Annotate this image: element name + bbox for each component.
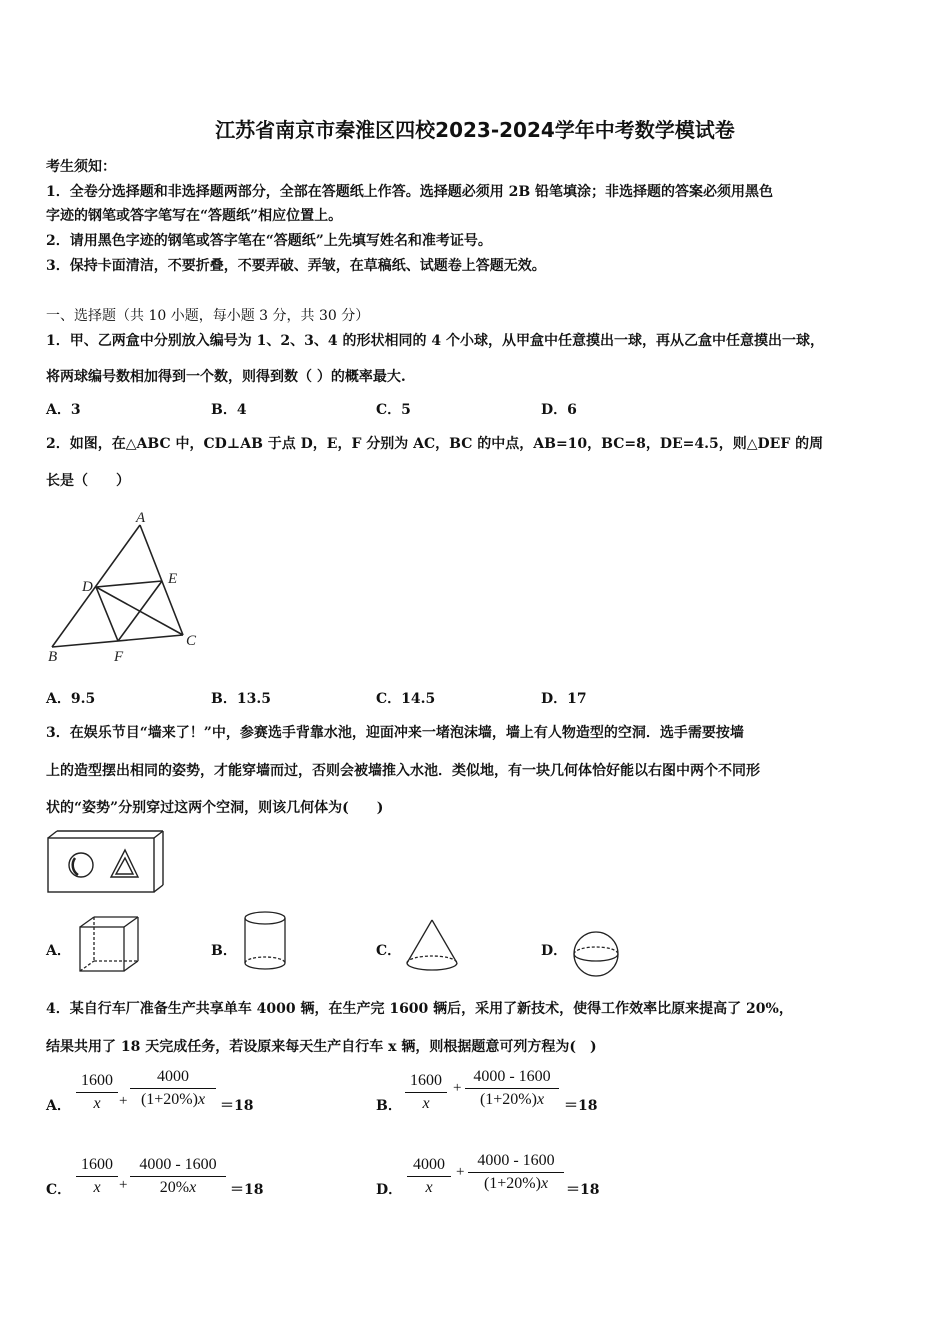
q3-line-2: 上的造型摆出相同的姿势，才能穿墙而过，否则会被墙推入水池．类似地，有一块几何体恰好能以右图中两个不同形 xyxy=(46,763,760,779)
q4-c-frac-1: $\frac{1600}{x}$ xyxy=(76,1156,118,1197)
q4-b-rhs: ＝18 xyxy=(564,1098,598,1114)
q4-b-plus: + xyxy=(453,1080,462,1096)
label-c: C xyxy=(186,633,197,649)
q2-option-d: D．17 xyxy=(541,691,587,707)
q4-a-rhs: ＝18 xyxy=(220,1098,254,1114)
q4-a-frac-2: $\frac{4000}{(1+20\%)x}$ xyxy=(130,1068,216,1109)
q4-a-frac-1: $\frac{1600}{x}$ xyxy=(76,1072,118,1113)
notice-line-1a: 1．全卷分选择题和非选择题两部分，全部在答题纸上作答。选择题必须用 2B 铅笔填涂；非选择题的答案必须用黑色 xyxy=(46,184,774,200)
q2-option-b: B．13.5 xyxy=(211,691,271,707)
q3-line-3: 状的“姿势”分别穿过这两个空洞，则该几何体为( ) xyxy=(46,800,384,816)
q3-option-c-label: C． xyxy=(376,943,402,959)
cylinder-icon xyxy=(240,908,290,974)
q2-option-c: C．14.5 xyxy=(376,691,436,707)
notice-line-3: 3．保持卡面清洁，不要折叠，不要弄破、弄皱，在草稿纸、试题卷上答题无效。 xyxy=(46,258,546,274)
q4-c-frac-2: $\frac{4000 - 1600}{20\%x}$ xyxy=(130,1156,226,1197)
q4-d-plus: + xyxy=(456,1164,465,1180)
q4-c-rhs: ＝18 xyxy=(230,1182,264,1198)
q4-option-c-label: C． xyxy=(46,1182,72,1198)
q2-line-2: 长是（ ） xyxy=(46,473,130,489)
q4-b-frac-2: $\frac{4000 - 1600}{(1+20\%)x}$ xyxy=(465,1068,559,1109)
q3-option-b-label: B． xyxy=(211,943,237,959)
label-d: D xyxy=(82,579,93,595)
triangle-figure xyxy=(40,505,210,670)
q4-b-frac-1: $\frac{1600}{x}$ xyxy=(405,1072,447,1113)
notice-line-2: 2．请用黑色字迹的钢笔或答字笔在“答题纸”上先填写姓名和准考证号。 xyxy=(46,233,492,249)
q3-line-1: 3．在娱乐节目“墙来了！”中，参赛选手背靠水池，迎面冲来一堵泡沫墙，墙上有人物造型的空洞．选手需要按墙 xyxy=(46,725,744,741)
q1-option-c: C．5 xyxy=(376,402,411,418)
q2-option-a: A．9.5 xyxy=(46,691,96,707)
page-title: 江苏省南京市秦淮区四校2023-2024学年中考数学模试卷 xyxy=(215,118,735,142)
label-b: B xyxy=(48,649,58,665)
q4-d-rhs: ＝18 xyxy=(566,1182,600,1198)
wall-figure xyxy=(45,828,167,896)
triangle-hole xyxy=(111,850,138,877)
cone-icon xyxy=(402,916,462,976)
q1-option-a: A．3 xyxy=(46,402,81,418)
q4-option-b-label: B． xyxy=(376,1098,402,1114)
q1-option-b: B．4 xyxy=(211,402,247,418)
q4-option-a-label: A． xyxy=(46,1098,71,1114)
q1-line-2: 将两球编号数相加得到一个数，则得到数（ ）的概率最大. xyxy=(46,369,406,385)
notice-line-1b: 字迹的钢笔或答字笔写在“答题纸”相应位置上。 xyxy=(46,208,343,224)
q4-d-frac-2: $\frac{4000 - 1600}{(1+20\%)x}$ xyxy=(468,1152,564,1193)
q4-line-1: 4．某自行车厂准备生产共享单车 4000 辆，在生产完 1600 辆后，采用了新技术，使得工作效率比原来提高了 20%， xyxy=(46,1001,793,1017)
q4-c-plus: + xyxy=(119,1177,128,1193)
q3-option-d-label: D． xyxy=(541,943,568,959)
q4-line-2: 结果共用了 18 天完成任务，若设原来每天生产自行车 x 辆，则根据题意可列方程为( ) xyxy=(46,1039,597,1055)
q4-a-plus: + xyxy=(119,1093,128,1109)
q4-option-d-label: D． xyxy=(376,1182,403,1198)
q1-option-d: D．6 xyxy=(541,402,577,418)
label-f: F xyxy=(114,649,124,665)
q2-line-1: 2．如图，在△ABC 中，CD⊥AB 于点 D，E，F 分别为 AC，BC 的中点，AB=10，BC=8，DE=4.5，则△DEF 的周 xyxy=(46,436,824,452)
label-e: E xyxy=(168,571,178,587)
label-a: A xyxy=(136,510,146,526)
q1-line-1: 1．甲、乙两盒中分别放入编号为 1、2、3、4 的形状相同的 4 个小球，从甲盒中任意摸出一球，再从乙盒中任意摸出一球， xyxy=(46,333,824,349)
notice-heading: 考生须知： xyxy=(46,159,116,175)
q4-d-frac-1: $\frac{4000}{x}$ xyxy=(407,1156,451,1197)
cube-icon xyxy=(76,913,142,975)
section-heading: 一、选择题（共 10 小题，每小题 3 分，共 30 分） xyxy=(46,308,370,324)
q3-option-a-label: A． xyxy=(46,943,71,959)
sphere-icon xyxy=(570,928,622,980)
